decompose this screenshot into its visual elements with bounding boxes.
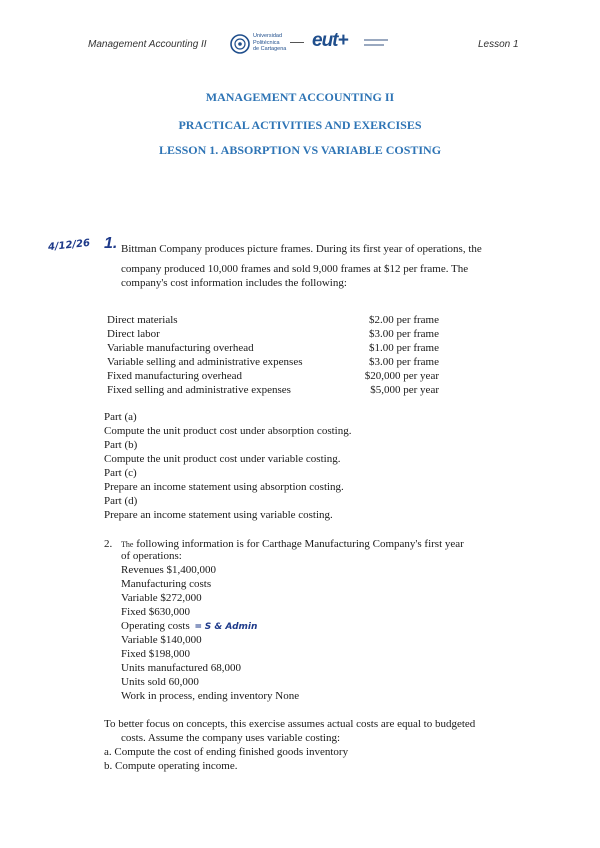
exercise2-item: Units sold 60,000 [121, 676, 199, 688]
cost-item: Direct labor [107, 328, 160, 340]
exercise2-closing-line: costs. Assume the company uses variable costing: [121, 732, 341, 744]
cost-row [107, 313, 439, 327]
logo-uni-line: Politécnica [253, 39, 280, 46]
exercise1-number: 1. [104, 235, 118, 252]
exercise2-item: Work in process, ending inventory None [121, 690, 300, 702]
part-instruction: Compute the unit product cost under absorption costing. [104, 425, 352, 437]
exercise2-item [121, 619, 257, 634]
handwritten-note: S & Admin [204, 622, 258, 632]
exercise2-item: Fixed $630,000 [121, 606, 191, 618]
exercise1-intro-line: company produced 10,000 frames and sold 9,000 frames at $12 per frame. The [121, 263, 469, 275]
exercise2-item: Revenues $1,400,000 [121, 564, 217, 576]
exercise1-intro-line: Bittman Company produces picture frames. During its first year of operations, the [121, 243, 482, 255]
university-seal-icon [230, 34, 250, 54]
cost-item: Variable manufacturing overhead [107, 342, 254, 354]
part-label: Part (a) [104, 411, 137, 423]
exercise2-item: Manufacturing costs [121, 578, 212, 590]
document-title: MANAGEMENT ACCOUNTING II [205, 90, 395, 104]
cost-amount: $5,000 per year [370, 384, 439, 396]
exercise2-question: b. Compute operating income. [104, 760, 238, 772]
document-subtitle: PRACTICAL ACTIVITIES AND EXERCISES [178, 118, 422, 132]
exercise2-item: Variable $140,000 [121, 634, 202, 646]
cost-row [107, 341, 439, 355]
exercise1-intro-line: company's cost information includes the following: [121, 277, 347, 289]
operating-costs-label: Operating costs [121, 620, 190, 632]
logo-uni-line: de Cartagena [253, 46, 287, 52]
cost-amount: $3.00 per frame [369, 356, 439, 368]
exercise2-item: Fixed $198,000 [121, 648, 191, 660]
lesson-title: LESSON 1. ABSORPTION VS VARIABLE COSTING [158, 143, 442, 157]
eut-logo [312, 30, 392, 55]
cost-amount: $20,000 per year [364, 370, 439, 382]
logo-uni-line: Universidad [253, 33, 283, 39]
exercise2-intro-line: of operations: [121, 550, 182, 562]
cost-item: Direct materials [107, 314, 178, 326]
exercise2-item: Units manufactured 68,000 [121, 662, 242, 674]
cost-amount: $2.00 per frame [369, 314, 439, 326]
part-instruction: Prepare an income statement using absorption costing. [104, 481, 344, 493]
exercise2-number: 2. [104, 538, 113, 550]
part-label: Part (d) [104, 495, 138, 507]
eut-logo-text: eut+ [312, 30, 348, 51]
header-right-text: Lesson 1 [478, 39, 519, 50]
cost-row [107, 327, 439, 341]
university-logo [230, 33, 310, 55]
exercise2-intro-lead: The [121, 540, 134, 549]
exercise2-intro-rest: following information is for Carthage Manufacturing Company's first year [136, 538, 464, 550]
handwritten-date: 4/12/26 [47, 237, 91, 254]
cost-item: Fixed selling and administrative expenses [107, 384, 291, 396]
handwritten-equals: = [194, 622, 203, 632]
cost-amount: $3.00 per frame [369, 328, 439, 340]
exercise2-question: a. Compute the cost of ending finished goods inventory [104, 746, 349, 758]
header-left-text: Management Accounting II [88, 39, 207, 50]
part-instruction: Prepare an income statement using variable costing. [104, 509, 333, 521]
cost-item: Fixed manufacturing overhead [107, 370, 243, 382]
exercise2-item: Variable $272,000 [121, 592, 202, 604]
cost-row [107, 369, 439, 383]
exercise2-closing-line: To better focus on concepts, this exercise assumes actual costs are equal to budgeted [104, 718, 476, 730]
cost-amount: $1.00 per frame [369, 342, 439, 354]
part-label: Part (b) [104, 439, 138, 451]
part-instruction: Compute the unit product cost under variable costing. [104, 453, 341, 465]
cost-row [107, 355, 439, 369]
cost-item: Variable selling and administrative expenses [107, 356, 303, 368]
part-label: Part (c) [104, 467, 137, 479]
cost-row [107, 383, 439, 397]
